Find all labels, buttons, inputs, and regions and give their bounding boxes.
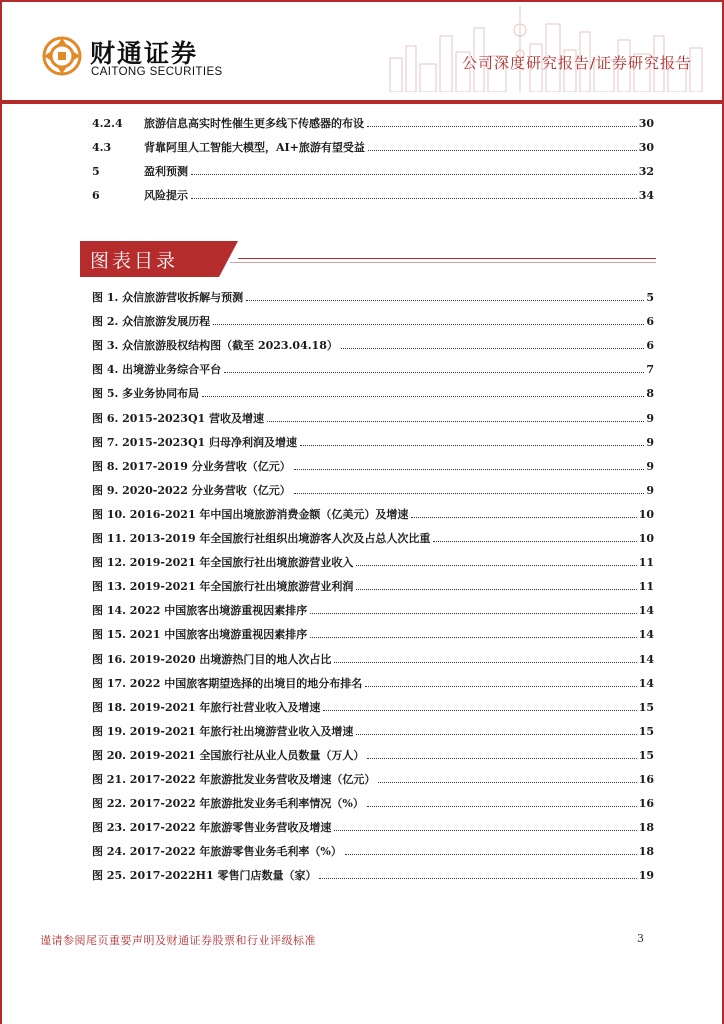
dot-leader xyxy=(310,637,636,638)
dot-leader xyxy=(368,150,637,151)
dot-leader xyxy=(378,782,636,783)
figure-title: 图 6. 2015-2023Q1 营收及增速 xyxy=(92,411,265,425)
figure-entry[interactable] xyxy=(92,410,654,428)
figure-page: 18 xyxy=(638,845,654,859)
dot-leader xyxy=(341,348,644,349)
brand-name-cn: 财通证券 xyxy=(90,39,199,68)
figure-page: 16 xyxy=(638,773,654,786)
figure-title: 图 11. 2013-2019 年全国旅行社组织出境游客人次及占总人次比重 xyxy=(92,532,431,545)
figure-entry[interactable] xyxy=(92,867,654,885)
figure-title: 图 8. 2017-2019 分业务营收（亿元） xyxy=(92,459,291,473)
toc-title: 风险提示 xyxy=(144,189,188,202)
figure-page: 9 xyxy=(646,459,654,473)
dot-leader xyxy=(345,854,637,855)
dot-leader xyxy=(334,662,636,663)
figure-page: 14 xyxy=(638,652,654,666)
banner-rule-secondary xyxy=(230,262,656,263)
figure-title: 图 1. 众信旅游营收拆解与预测 xyxy=(92,291,244,304)
figure-page: 9 xyxy=(646,411,654,425)
figure-page: 9 xyxy=(646,483,654,497)
figure-page: 8 xyxy=(646,387,654,401)
figure-title: 图 18. 2019-2021 年旅行社营业收入及增速 xyxy=(92,700,321,714)
figure-page: 14 xyxy=(638,676,654,690)
dot-leader xyxy=(294,493,645,494)
dot-leader xyxy=(294,469,645,470)
figure-entry[interactable] xyxy=(92,289,654,307)
figure-title: 图 21. 2017-2022 年旅游批发业务营收及增速（亿元） xyxy=(92,773,376,786)
toc-entry[interactable] xyxy=(92,139,654,157)
caitong-logo-icon xyxy=(42,36,82,76)
report-type-label: 公司深度研究报告/证券研究报告 xyxy=(461,54,692,72)
figure-entry[interactable] xyxy=(92,819,654,837)
city-skyline-graphic xyxy=(380,6,710,92)
figure-entry[interactable] xyxy=(92,747,654,765)
dot-leader xyxy=(191,198,637,199)
figure-page: 7 xyxy=(646,363,654,377)
figure-entry[interactable] xyxy=(92,554,654,572)
figure-page: 10 xyxy=(638,507,654,521)
toc-entry[interactable] xyxy=(92,163,654,181)
banner-rule xyxy=(238,258,656,259)
disclaimer-note: 谨请参阅尾页重要声明及财通证券股票和行业评级标准 xyxy=(40,934,316,947)
figure-page: 11 xyxy=(638,580,654,594)
dot-leader xyxy=(367,806,637,807)
figure-title: 图 25. 2017-2022H1 零售门店数量（家） xyxy=(92,869,317,883)
figure-page: 5 xyxy=(646,291,654,304)
figure-title: 图 24. 2017-2022 年旅游零售业务毛利率（%） xyxy=(92,845,342,859)
figure-page: 9 xyxy=(646,435,654,449)
dot-leader xyxy=(356,734,636,735)
dot-leader xyxy=(411,517,636,518)
dot-leader xyxy=(213,324,644,325)
figure-page: 14 xyxy=(638,604,654,618)
figure-entry[interactable] xyxy=(92,361,654,379)
dot-leader xyxy=(310,613,636,614)
figure-title: 图 10. 2016-2021 年中国出境旅游消费金额（亿美元）及增速 xyxy=(92,507,409,521)
figure-entry[interactable] xyxy=(92,602,654,620)
figure-entry[interactable] xyxy=(92,843,654,861)
figure-list-heading: 图表目录 xyxy=(90,250,179,272)
figure-page: 10 xyxy=(638,532,654,545)
dot-leader xyxy=(367,758,636,759)
page-number: 3 xyxy=(637,932,644,945)
dot-leader xyxy=(191,174,637,175)
dot-leader xyxy=(356,589,636,590)
dot-leader xyxy=(224,372,644,373)
toc-number: 5 xyxy=(92,165,100,178)
figure-title: 图 17. 2022 中国旅客期望选择的出境目的地分布排名 xyxy=(92,676,363,690)
figure-page: 16 xyxy=(638,797,654,811)
toc-entry[interactable] xyxy=(92,187,654,205)
toc-page: 32 xyxy=(638,165,654,178)
figure-page: 11 xyxy=(638,556,654,570)
dot-leader xyxy=(319,878,636,879)
figure-entry[interactable] xyxy=(92,578,654,596)
figure-title: 图 9. 2020-2022 分业务营收（亿元） xyxy=(92,483,291,497)
figure-page: 14 xyxy=(638,628,654,642)
dot-leader xyxy=(246,300,644,301)
figure-title: 图 16. 2019-2020 出境游热门目的地人次占比 xyxy=(92,652,332,666)
figure-title: 图 22. 2017-2022 年旅游批发业务毛利率情况（%） xyxy=(92,797,364,811)
figure-title: 图 14. 2022 中国旅客出境游重视因素排序 xyxy=(92,604,308,618)
figure-page: 15 xyxy=(638,748,654,762)
toc-number: 6 xyxy=(92,189,100,202)
figure-entry[interactable] xyxy=(92,482,654,500)
dot-leader xyxy=(334,830,636,831)
figure-title: 图 12. 2019-2021 年全国旅行社出境旅游营业收入 xyxy=(92,556,354,570)
figure-entry[interactable] xyxy=(92,675,654,693)
toc-number: 4.3 xyxy=(92,141,112,154)
figure-page: 15 xyxy=(638,700,654,714)
figure-entry[interactable] xyxy=(92,771,654,789)
dot-leader xyxy=(300,445,644,446)
toc-title: 旅游信息高实时性催生更多线下传感器的布设 xyxy=(144,117,364,130)
figure-entry[interactable] xyxy=(92,434,654,452)
figure-page: 6 xyxy=(646,315,654,329)
figure-title: 图 3. 众信旅游股权结构图（截至 2023.04.18） xyxy=(92,339,338,353)
figure-entry[interactable] xyxy=(92,313,654,331)
figure-title: 图 20. 2019-2021 全国旅行社从业人员数量（万人） xyxy=(92,748,365,762)
dot-leader xyxy=(365,686,636,687)
dot-leader xyxy=(202,396,644,397)
figure-title: 图 23. 2017-2022 年旅游零售业务营收及增速 xyxy=(92,821,332,835)
figure-entry[interactable] xyxy=(92,699,654,717)
figure-entry[interactable] xyxy=(92,506,654,524)
header-rule xyxy=(0,100,724,104)
figure-list-banner xyxy=(80,241,656,277)
figure-title: 图 15. 2021 中国旅客出境游重视因素排序 xyxy=(92,628,308,642)
figure-page: 6 xyxy=(646,339,654,353)
figure-entry[interactable] xyxy=(92,385,654,403)
brand-name-en: CAITONG SECURITIES xyxy=(91,66,223,78)
toc-page: 30 xyxy=(638,141,654,154)
figure-title: 图 5. 多业务协同布局 xyxy=(92,387,200,401)
figure-entry[interactable] xyxy=(92,795,654,813)
toc-number: 4.2.4 xyxy=(92,117,123,130)
figure-title: 图 19. 2019-2021 年旅行社出境游营业收入及增速 xyxy=(92,724,354,738)
figure-page: 15 xyxy=(638,724,654,738)
dot-leader xyxy=(433,541,636,542)
dot-leader xyxy=(323,710,636,711)
figure-title: 图 7. 2015-2023Q1 归母净利润及增速 xyxy=(92,435,298,449)
dot-leader xyxy=(367,126,637,127)
figure-page: 18 xyxy=(638,821,654,835)
figure-title: 图 13. 2019-2021 年全国旅行社出境旅游营业利润 xyxy=(92,580,354,594)
figure-entry[interactable] xyxy=(92,337,654,355)
toc-page: 30 xyxy=(638,117,654,130)
figure-title: 图 4. 出境游业务综合平台 xyxy=(92,363,222,377)
figure-title: 图 2. 众信旅游发展历程 xyxy=(92,315,211,329)
dot-leader xyxy=(267,421,644,422)
dot-leader xyxy=(356,565,636,566)
figure-entry[interactable] xyxy=(92,458,654,476)
figure-entry[interactable] xyxy=(92,651,654,669)
toc-title: 背靠阿里人工智能大模型，AI+旅游有望受益 xyxy=(144,141,365,154)
toc-page: 34 xyxy=(638,189,654,202)
page-header xyxy=(0,0,724,104)
figure-entry[interactable] xyxy=(92,723,654,741)
figure-entry[interactable] xyxy=(92,530,654,548)
figure-page: 19 xyxy=(638,869,654,883)
figure-entry[interactable] xyxy=(92,626,654,644)
toc-title: 盈利预测 xyxy=(144,165,188,178)
toc-entry[interactable] xyxy=(92,115,654,133)
